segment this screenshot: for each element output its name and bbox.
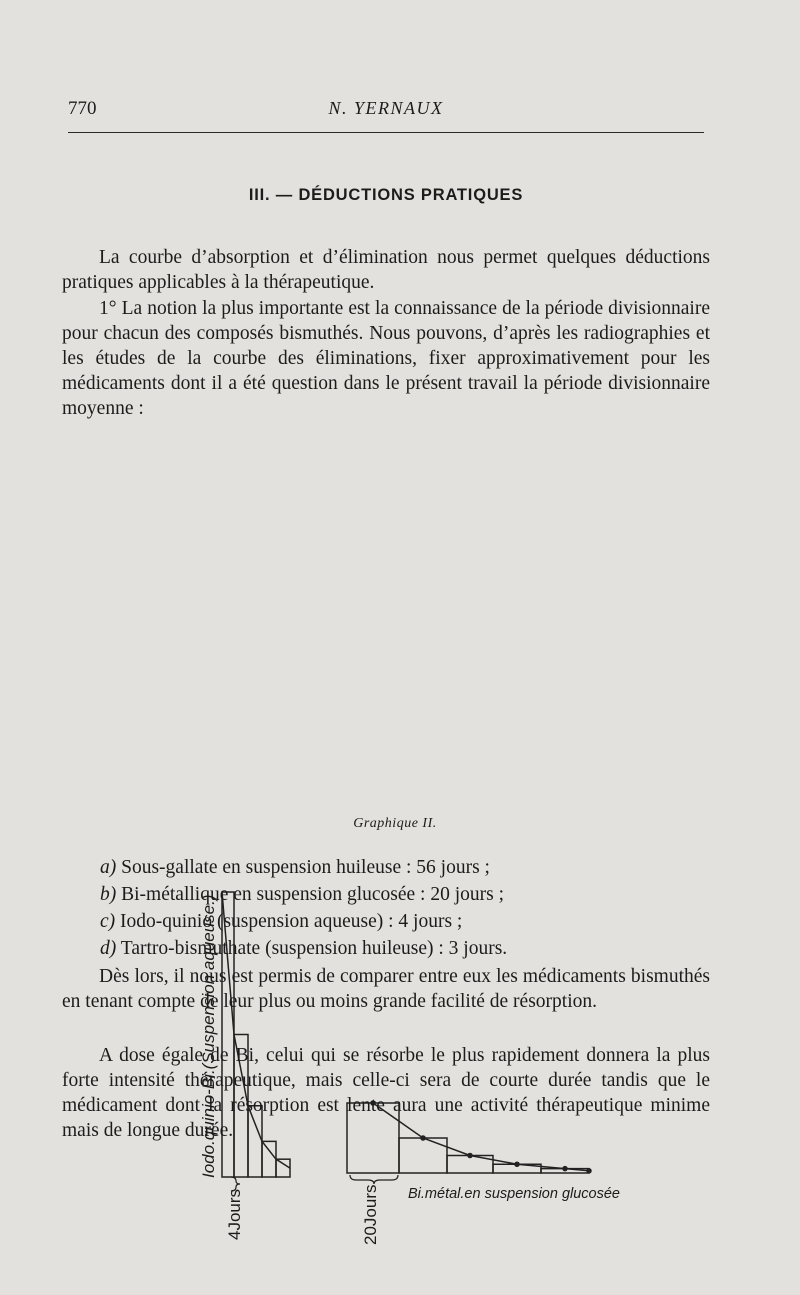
section-title: III. — DÉDUCTIONS PRATIQUES: [248, 186, 524, 204]
header-rule: [68, 132, 704, 133]
right-series-label: Bi.métal.en suspension glucosée: [408, 1186, 620, 1202]
right-period-label: 20Jours: [361, 1184, 380, 1245]
page-header: [68, 98, 704, 126]
right-point-6: [587, 1169, 591, 1173]
left-period-brace: [231, 1177, 240, 1191]
left-bar-5: [276, 1159, 290, 1177]
list-text: Sous-gallate en suspension huileuse : 56 jours ;: [116, 857, 490, 878]
list-text: Bi-métallique en suspension glucosée : 20 jours ;: [116, 884, 505, 905]
list-letter: c): [100, 911, 116, 932]
left-period-label: 4Jours: [225, 1188, 244, 1240]
list-text: Iodo-quinio (suspension aqueuse) : 4 jours ;: [115, 911, 463, 932]
right-bar-2: [399, 1138, 447, 1173]
page-number: 770: [68, 98, 97, 119]
paragraph-intro: La courbe d’absorption et d’élimination nous permet quelques déductions pratiques applicables à la thérapeutique.: [62, 247, 710, 293]
figure-caption: Graphique II.: [353, 816, 437, 831]
paragraph-conclusion: A dose égale de Bi, celui qui se résorbe le plus rapidement donnera la plus forte intensité thérapeutique, mais celle-ci sera de courte durée tandis que le médicament dont la résorption est lente aura une activité thérapeutique minime mais de longue durée.: [62, 1045, 710, 1141]
paragraph-period: 1° La notion la plus importante est la connaissance de la période divisionnaire pour chacun des composés bismuthés. Nous pouvons, d’après les radiographies et les études de la courbe des éliminations, fixer approximativement pour les médicaments dont il a été question dans le présent travail la période divisionnaire moyenne :: [62, 298, 710, 419]
list-item: [100, 935, 720, 962]
period-list: [100, 854, 720, 962]
left-series-label: Iodo.quinio-Bi.(Suspension aqueuse.): [199, 894, 218, 1178]
left-bar-4: [262, 1141, 276, 1177]
paragraph-comparison: Dès lors, il nous est permis de comparer entre eux les médicaments bismuthés en tenant compte de leur plus ou moins grande facilité de résorption.: [62, 966, 710, 1012]
list-item: [100, 908, 720, 935]
list-item: [100, 881, 720, 908]
right-point-3: [468, 1154, 472, 1158]
list-letter: b): [100, 884, 117, 905]
list-item: [100, 854, 720, 881]
right-point-4: [515, 1162, 519, 1166]
list-text: Tartro-bismuthate (suspension huileuse) : 3 jours.: [116, 938, 508, 959]
list-letter: a): [100, 857, 117, 878]
list-letter: d): [100, 938, 117, 959]
running-head: N. YERNAUX: [328, 98, 444, 118]
right-point-5: [563, 1167, 567, 1171]
right-period-brace: [350, 1175, 398, 1184]
